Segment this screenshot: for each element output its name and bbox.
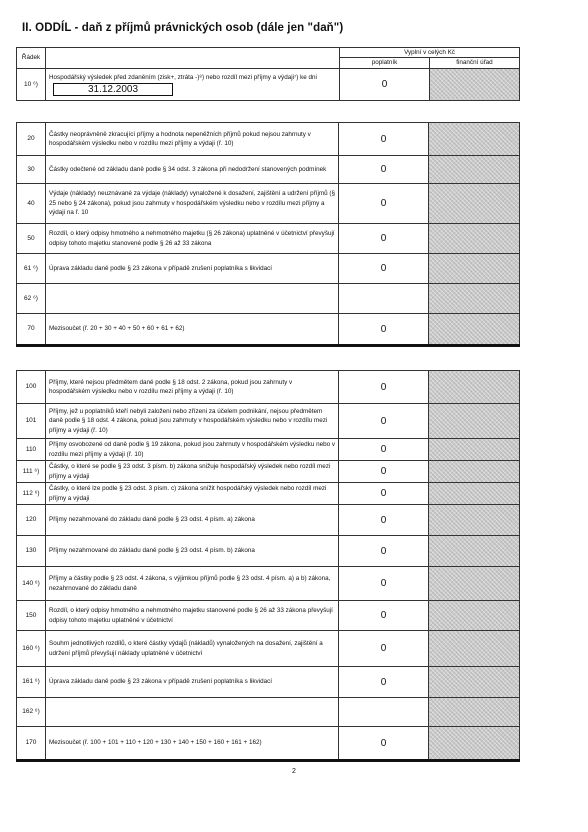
table-row [17,404,520,439]
row-description: Částky, o které se podle § 23 odst. 3 písm. b) zákona snižuje hospodářský výsledek nebo rozdíl mezi příjmy a výdaji [46,461,339,483]
office-shaded-cell [429,224,520,254]
row-number: 120 [17,505,46,536]
row-description: Příjmy, jež u poplatníků kteří nebyli založeni nebo zřízeni za účelem podnikání, nejsou předmětem daně podle § 18 odst. 4 zákona, pokud jsou zahrnuty v hospodářském výsledku nebo v rozdílu mezi příjmy a výdaji (ř. 10) [46,404,339,439]
office-shaded-cell [429,601,520,631]
deductions-table [16,370,520,762]
row-number: 112 ⁶) [17,483,46,505]
row-description: Částky odečtené od základu daně podle § 34 odst. 3 zákona při nedodržení stanovených podmínek [46,156,339,184]
row-label-header: Řádek [17,48,46,69]
table-row [17,314,520,346]
table-row [17,631,520,667]
row-number: 61 ⁶) [17,254,46,284]
office-shaded-cell [429,698,520,727]
table-row [17,727,520,761]
office-shaded-cell [429,254,520,284]
row-description [46,698,339,727]
payer-value-input[interactable]: 0 [339,439,429,461]
payer-value-input[interactable]: 0 [339,254,429,284]
payer-column-header: poplatník [340,58,430,68]
row-description: Příjmy nezahrnované do základu daně podle § 23 odst. 4 písm. a) zákona [46,505,339,536]
row-description: Výdaje (náklady) neuznávané za výdaje (náklady) vynaložené k dosažení, zajištění a udržení příjmů (§ 25 nebo § 24 zákona), pokud jsou zahrnuty v hospodářském výsledku nebo v rozdílu mezi příjmy a výdaji na ř. 10 [46,184,339,224]
header-table [16,47,520,101]
row-number: 161 ⁶) [17,667,46,698]
row-description: Úprava základu daně podle § 23 zákona v případě zrušení poplatníka s likvidací [46,667,339,698]
row-description: Příjmy nezahrnované do základu daně podle § 23 odst. 4 písm. b) zákona [46,536,339,567]
payer-value-input[interactable]: 0 [339,567,429,601]
row-description: Příjmy a částky podle § 23 odst. 4 zákona, s výjimkou příjmů podle § 23 odst. 4 písm. a) a b) zákona, nezahrnované do základu daně [46,567,339,601]
table-row [17,536,520,567]
office-shaded-cell [429,536,520,567]
office-shaded-cell [429,483,520,505]
row-description: Částky neoprávněně zkracující příjmy a hodnota nepeněžních příjmů pokud nejsou zahrnuty v hospodářském výsledku nebo v rozdílu mezi příjmy a výdaji (ř. 10) [46,123,339,156]
row-number: 162 ⁶) [17,698,46,727]
office-shaded-cell [429,404,520,439]
row-number: 170 [17,727,46,761]
row-number: 111 ⁶) [17,461,46,483]
row-number: 100 [17,371,46,404]
payer-value-input[interactable]: 0 [339,224,429,254]
row-description: Mezisoučet (ř. 100 + 101 + 110 + 120 + 130 + 140 + 150 + 160 + 161 + 162) [46,727,339,761]
payer-value-input[interactable]: 0 [339,667,429,698]
row-description: Příjmy, které nejsou předmětem daně podle § 18 odst. 2 zákona, pokud jsou zahrnuty v hospodářském výsledku nebo v rozdílu mezi příjmy a výdaji (ř. 10) [46,371,339,404]
row-description: Rozdíl, o který odpisy hmotného a nehmotného majetku (§ 26 zákona) uplatněné v účetnictví převyšují odpisy tohoto majetku stanovené podle § 26 až 33 zákona [46,224,339,254]
office-shaded-cell [430,68,520,100]
row-number: 50 [17,224,46,254]
table-row [17,667,520,698]
row-number: 160 ⁶) [17,631,46,667]
date-field[interactable]: 31.12.2003 [53,83,173,96]
table-row [17,123,520,156]
fill-in-header: Vyplní v celých Kč [340,48,520,58]
office-shaded-cell [429,631,520,667]
row-number: 20 [17,123,46,156]
section-title: II. ODDÍL - daň z příjmů právnických osob (dále jen "daň") [22,22,344,34]
payer-value-input[interactable]: 0 [339,631,429,667]
row-number: 140 ⁶) [17,567,46,601]
payer-value-input[interactable] [339,698,429,727]
additions-table [16,122,520,347]
payer-value-input[interactable]: 0 [339,184,429,224]
table-row [17,567,520,601]
payer-value-input[interactable] [339,284,429,314]
row-description: Mezisoučet (ř. 20 + 30 + 40 + 50 + 60 + 61 + 62) [46,314,339,346]
row-number: 62 ⁶) [17,284,46,314]
office-shaded-cell [429,505,520,536]
table-row [17,224,520,254]
row-description [46,68,340,100]
row-number: 40 [17,184,46,224]
description-header [46,48,340,69]
payer-value-input[interactable]: 0 [339,461,429,483]
payer-value-input[interactable]: 0 [339,156,429,184]
table-row [17,254,520,284]
payer-value-input[interactable]: 0 [339,371,429,404]
payer-value-input[interactable]: 0 [339,483,429,505]
payer-value-input[interactable]: 0 [339,505,429,536]
payer-value-input[interactable]: 0 [339,314,429,346]
payer-value-input[interactable]: 0 [339,404,429,439]
table-row [17,284,520,314]
row-description: Úprava základu daně podle § 23 zákona v případě zrušení poplatníka s likvidací [46,254,339,284]
office-shaded-cell [429,314,520,346]
office-shaded-cell [429,439,520,461]
office-shaded-cell [429,184,520,224]
table-row [17,483,520,505]
table-row [17,601,520,631]
table-row [17,184,520,224]
row-description: Souhrn jednotlivých rozdílů, o které částky výdajů (nákladů) vynaložených na dosažení, zajištění a udržení příjmů převyšují náklady uplatněné v účetnictví [46,631,339,667]
table-row [17,698,520,727]
table-row [17,461,520,483]
row-description: Rozdíl, o který odpisy hmotného a nehmotného majetku stanovené podle § 26 až 33 zákona převyšují odpisy tohoto majetku uplatněné v účetnictví [46,601,339,631]
row-number: 30 [17,156,46,184]
office-shaded-cell [429,461,520,483]
row-description [46,284,339,314]
office-shaded-cell [429,667,520,698]
row-number: 130 [17,536,46,567]
payer-value-input[interactable]: 0 [339,601,429,631]
row-number: 110 [17,439,46,461]
table-row [17,156,520,184]
payer-value-input[interactable]: 0 [340,68,430,100]
table-row [17,439,520,461]
page-number: 2 [292,768,296,775]
row-description: Částky, o které lze podle § 23 odst. 3 písm. c) zákona snížit hospodářský výsledek nebo rozdíl mezi příjmy a výdaji [46,483,339,505]
row-description: Příjmy osvobozené od daně podle § 19 zákona, pokud jsou zahrnuty v hospodářském výsledku nebo v rozdílu mezi příjmy a výdaji (ř. 10) [46,439,339,461]
office-shaded-cell [429,727,520,761]
row-number: 101 [17,404,46,439]
payer-value-input[interactable]: 0 [339,123,429,156]
payer-value-input[interactable]: 0 [339,727,429,761]
table-row [17,505,520,536]
office-column-header: finanční úřad [430,58,520,68]
table-row [17,371,520,404]
row-number: 150 [17,601,46,631]
row-10-text: Hospodářský výsledek před zdaněním (zisk+, ztráta -)⁸) nebo rozdíl mezi příjmy a výdaji⁷) ke dni [49,74,317,82]
office-shaded-cell [429,123,520,156]
payer-value-input[interactable]: 0 [339,536,429,567]
office-shaded-cell [429,156,520,184]
office-shaded-cell [429,567,520,601]
office-shaded-cell [429,371,520,404]
office-shaded-cell [429,284,520,314]
row-number: 70 [17,314,46,346]
row-number: 10 ⁶) [17,68,46,100]
